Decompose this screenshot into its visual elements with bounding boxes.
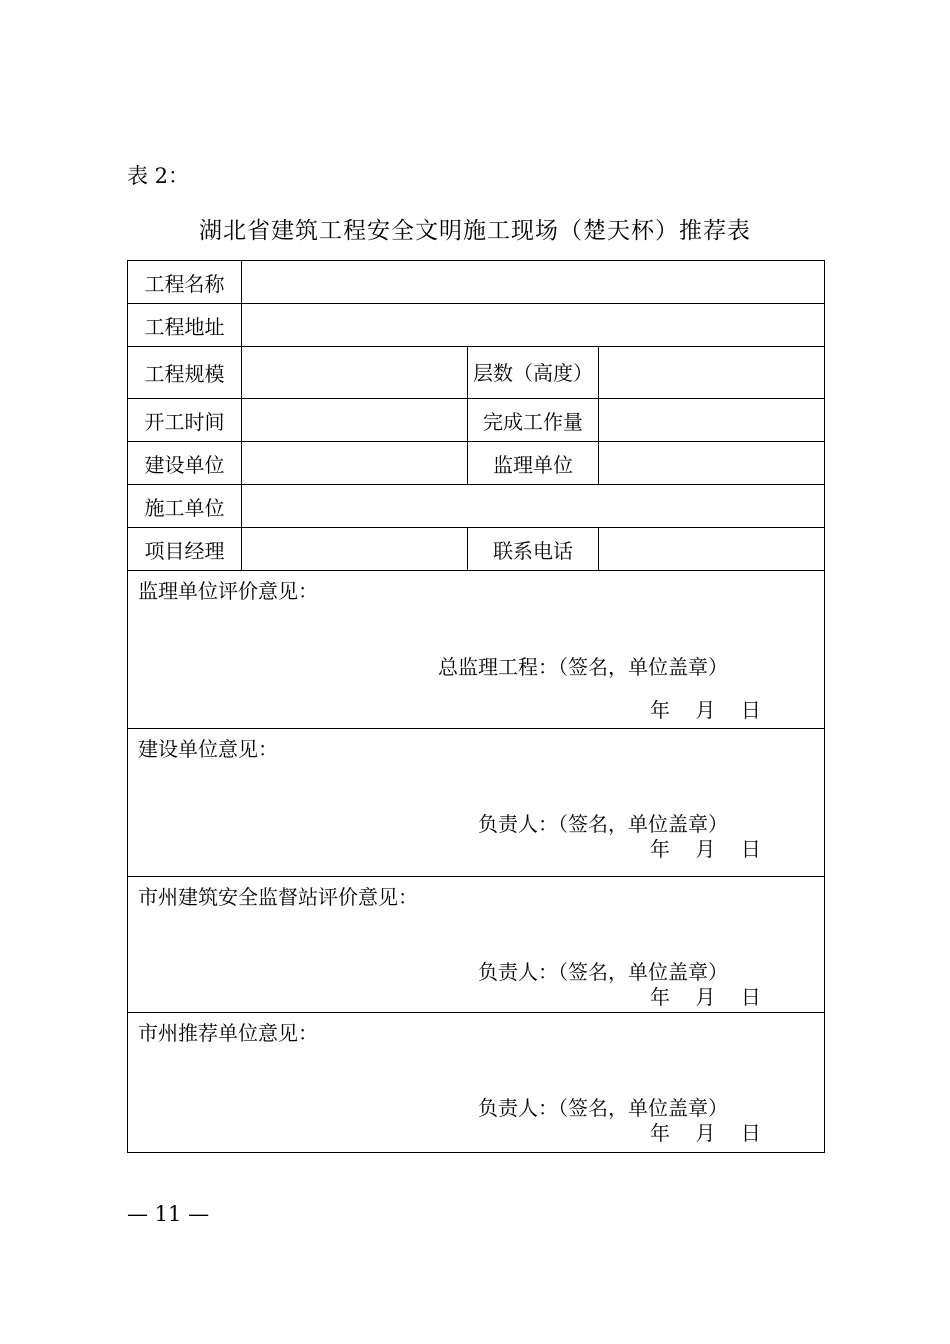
builder-unit-label: 建设单位	[128, 442, 242, 485]
workload-field[interactable]	[599, 399, 825, 442]
supervisor-unit-label: 监理单位	[468, 442, 599, 485]
safety-station-opinion-heading: 市州建筑安全监督站评价意见：	[138, 885, 418, 909]
project-manager-label: 项目经理	[128, 528, 242, 571]
safety-station-date-line: 年 月 日	[650, 985, 761, 1009]
construction-unit-field[interactable]	[242, 485, 825, 528]
start-time-field[interactable]	[242, 399, 468, 442]
table-label: 表 2：	[127, 164, 190, 188]
table-row	[128, 442, 825, 485]
project-scale-field[interactable]	[242, 347, 468, 399]
table-row	[128, 304, 825, 347]
recommend-unit-opinion-heading: 市州推荐单位意见：	[138, 1021, 318, 1045]
table-row	[128, 528, 825, 571]
project-address-field[interactable]	[242, 304, 825, 347]
contact-phone-field[interactable]	[599, 528, 825, 571]
project-name-label: 工程名称	[128, 261, 242, 304]
builder-opinion-cell[interactable]	[128, 729, 825, 877]
table-row	[128, 877, 825, 1013]
workload-label: 完成工作量	[468, 399, 599, 442]
builder-opinion-heading: 建设单位意见：	[138, 737, 278, 761]
floors-field[interactable]	[599, 347, 825, 399]
supervisor-unit-field[interactable]	[599, 442, 825, 485]
safety-station-opinion-cell[interactable]	[128, 877, 825, 1013]
recommend-unit-date-line: 年 月 日	[650, 1121, 761, 1145]
project-address-label: 工程地址	[128, 304, 242, 347]
recommend-unit-signature-line: 负责人：（签名，单位盖章）	[478, 1096, 729, 1120]
document-title: 湖北省建筑工程安全文明施工现场（楚天杯）推荐表	[199, 218, 751, 244]
supervisor-signature-line: 总监理工程：（签名，单位盖章）	[438, 655, 729, 679]
page-number: — 11 —	[127, 1202, 210, 1226]
safety-station-signature-line: 负责人：（签名，单位盖章）	[478, 960, 729, 984]
table-row	[128, 261, 825, 304]
builder-signature-line: 负责人：（签名，单位盖章）	[478, 812, 729, 836]
floors-label: 层数（高度）	[468, 347, 599, 399]
table-row	[128, 1013, 825, 1153]
table-row	[128, 485, 825, 528]
start-time-label: 开工时间	[128, 399, 242, 442]
recommendation-form	[127, 260, 825, 1153]
project-scale-label: 工程规模	[128, 347, 242, 399]
supervisor-opinion-heading: 监理单位评价意见：	[138, 579, 318, 603]
table-row	[128, 347, 825, 399]
construction-unit-label: 施工单位	[128, 485, 242, 528]
contact-phone-label: 联系电话	[468, 528, 599, 571]
table-row	[128, 399, 825, 442]
supervisor-date-line: 年 月 日	[650, 698, 761, 722]
builder-date-line: 年 月 日	[650, 837, 761, 861]
project-name-field[interactable]	[242, 261, 825, 304]
recommend-unit-opinion-cell[interactable]	[128, 1013, 825, 1153]
project-manager-field[interactable]	[242, 528, 468, 571]
table-row	[128, 571, 825, 729]
table-row	[128, 729, 825, 877]
supervisor-opinion-cell[interactable]	[128, 571, 825, 729]
builder-unit-field[interactable]	[242, 442, 468, 485]
